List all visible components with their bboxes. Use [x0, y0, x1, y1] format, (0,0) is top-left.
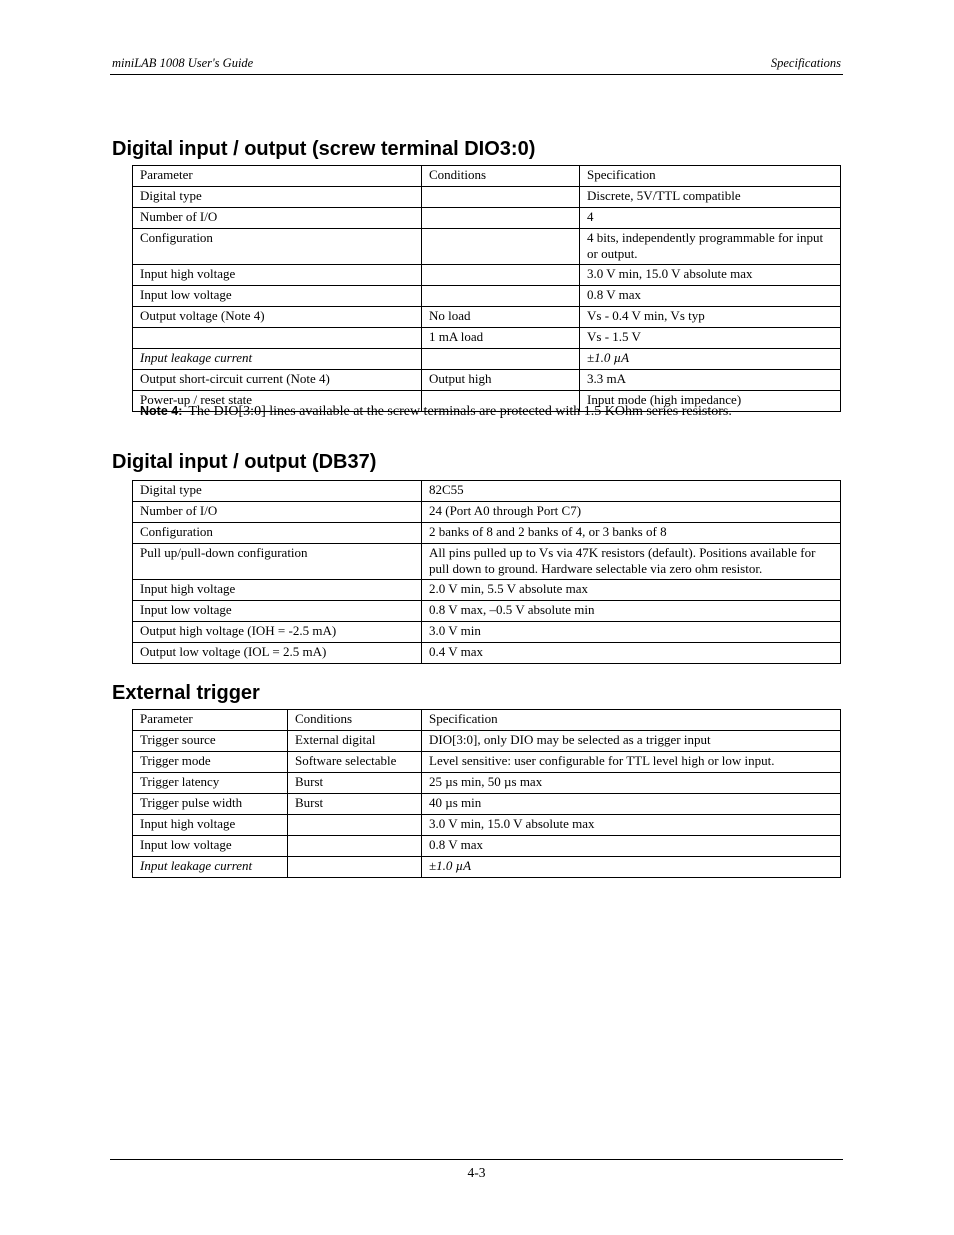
table-cell: 0.8 V max, –0.5 V absolute min — [422, 601, 841, 622]
table-cell — [422, 265, 580, 286]
table-cell: Vs - 0.4 V min, Vs typ — [580, 307, 841, 328]
table-cell: DIO[3:0], only DIO may be selected as a trigger input — [422, 731, 841, 752]
table-cell: 4 — [580, 208, 841, 229]
page-number: 4-3 — [467, 1165, 486, 1180]
table-row — [133, 370, 841, 391]
table-cell: Specification — [422, 710, 841, 731]
table-cell: Input mode (high impedance) — [580, 391, 841, 412]
table-row — [133, 580, 841, 601]
table-cell: Level sensitive: user configurable for TTL level high or low input. — [422, 752, 841, 773]
table-row — [133, 286, 841, 307]
table-row — [133, 857, 841, 878]
table-cell: Output high voltage (IOH = -2.5 mA) — [133, 622, 422, 643]
table-row — [133, 349, 841, 370]
table-cell: Trigger pulse width — [133, 794, 288, 815]
table-cell: Input low voltage — [133, 836, 288, 857]
table-cell — [422, 208, 580, 229]
table-row — [133, 265, 841, 286]
section-title-external-trigger: External trigger — [112, 682, 260, 704]
section-title-dio-db37: Digital input / output (DB37) — [112, 451, 377, 473]
table-row — [133, 643, 841, 664]
table-cell: Parameter — [133, 710, 288, 731]
table-cell — [133, 328, 422, 349]
table-cell: Specification — [580, 166, 841, 187]
table-row — [133, 773, 841, 794]
table-cell: 0.4 V max — [422, 643, 841, 664]
table-cell: Input leakage current — [133, 349, 422, 370]
table-cell: 0.8 V max — [580, 286, 841, 307]
table-cell: 2.0 V min, 5.5 V absolute max — [422, 580, 841, 601]
note-4 — [140, 404, 732, 420]
table-cell: Input leakage current — [133, 857, 288, 878]
table-row — [133, 815, 841, 836]
note-text: The DIO[3:0] lines available at the screw terminals are protected with 1.5 KOhm series resistors. — [188, 404, 732, 419]
note-label: Note 4: — [140, 404, 183, 418]
table-cell: Trigger source — [133, 731, 288, 752]
table-cell: 4 bits, independently programmable for input or output. — [580, 229, 841, 265]
table-cell — [288, 836, 422, 857]
table-row — [133, 307, 841, 328]
table-cell: Vs - 1.5 V — [580, 328, 841, 349]
table-row — [133, 794, 841, 815]
table-row — [133, 544, 841, 580]
table-cell: External digital — [288, 731, 422, 752]
table-row — [133, 229, 841, 265]
table-cell: Digital type — [133, 187, 422, 208]
table-cell — [422, 349, 580, 370]
table-cell: Burst — [288, 773, 422, 794]
table-cell: Input high voltage — [133, 265, 422, 286]
table-cell: Burst — [288, 794, 422, 815]
table-cell: 1 mA load — [422, 328, 580, 349]
table-row — [133, 731, 841, 752]
table-cell: Software selectable — [288, 752, 422, 773]
table-row — [133, 752, 841, 773]
table-cell: 3.0 V min, 15.0 V absolute max — [580, 265, 841, 286]
table-cell: Discrete, 5V/TTL compatible — [580, 187, 841, 208]
table-cell: Trigger mode — [133, 752, 288, 773]
table-row — [133, 622, 841, 643]
table-cell: Number of I/O — [133, 502, 422, 523]
table-cell: 0.8 V max — [422, 836, 841, 857]
page-header — [110, 55, 843, 75]
table-cell: Power-up / reset state — [133, 391, 422, 412]
table-cell: 3.3 mA — [580, 370, 841, 391]
table-cell: Output high — [422, 370, 580, 391]
table-row — [133, 166, 841, 187]
table-cell: Digital type — [133, 481, 422, 502]
table-cell: 24 (Port A0 through Port C7) — [422, 502, 841, 523]
table-cell — [288, 815, 422, 836]
table-row — [133, 523, 841, 544]
table-cell: Input low voltage — [133, 286, 422, 307]
dio-screw-terminal-table — [132, 165, 841, 412]
table-row — [133, 601, 841, 622]
table-cell — [422, 229, 580, 265]
table-cell — [288, 857, 422, 878]
table-cell: Output short-circuit current (Note 4) — [133, 370, 422, 391]
table-cell: Number of I/O — [133, 208, 422, 229]
header-section: Specifications — [770, 56, 841, 70]
table-row — [133, 836, 841, 857]
table-row — [133, 710, 841, 731]
table-cell: 82C55 — [422, 481, 841, 502]
table-cell: No load — [422, 307, 580, 328]
table-cell: ±1.0 µA — [422, 857, 841, 878]
table-cell: Parameter — [133, 166, 422, 187]
page-footer — [110, 1159, 843, 1181]
table-cell: 40 µs min — [422, 794, 841, 815]
table-cell: Conditions — [288, 710, 422, 731]
table-cell: Input low voltage — [133, 601, 422, 622]
table-cell: Input high voltage — [133, 580, 422, 601]
table-cell: 3.0 V min, 15.0 V absolute max — [422, 815, 841, 836]
table-cell: 2 banks of 8 and 2 banks of 4, or 3 banks of 8 — [422, 523, 841, 544]
table-cell: 3.0 V min — [422, 622, 841, 643]
table-cell: ±1.0 µA — [580, 349, 841, 370]
table-row — [133, 481, 841, 502]
dio-db37-table — [132, 480, 841, 664]
table-row — [133, 187, 841, 208]
section-title-dio-screw: Digital input / output (screw terminal DIO3:0) — [112, 138, 536, 160]
table-cell: Output low voltage (IOL = 2.5 mA) — [133, 643, 422, 664]
table-cell: Output voltage (Note 4) — [133, 307, 422, 328]
table-row — [133, 208, 841, 229]
table-cell — [422, 286, 580, 307]
table-row — [133, 328, 841, 349]
table-cell: Trigger latency — [133, 773, 288, 794]
table-row — [133, 502, 841, 523]
table-cell: Conditions — [422, 166, 580, 187]
table-cell: Input high voltage — [133, 815, 288, 836]
table-cell — [422, 187, 580, 208]
table-cell: Pull up/pull-down configuration — [133, 544, 422, 580]
table-cell: Configuration — [133, 523, 422, 544]
table-cell: 25 µs min, 50 µs max — [422, 773, 841, 794]
external-trigger-table — [132, 709, 841, 878]
table-cell: Configuration — [133, 229, 422, 265]
header-title: miniLAB 1008 User's Guide — [112, 56, 254, 70]
table-cell: All pins pulled up to Vs via 47K resistors (default). Positions available for pull down to ground. Hardware selectable via zero ohm resistor. — [422, 544, 841, 580]
